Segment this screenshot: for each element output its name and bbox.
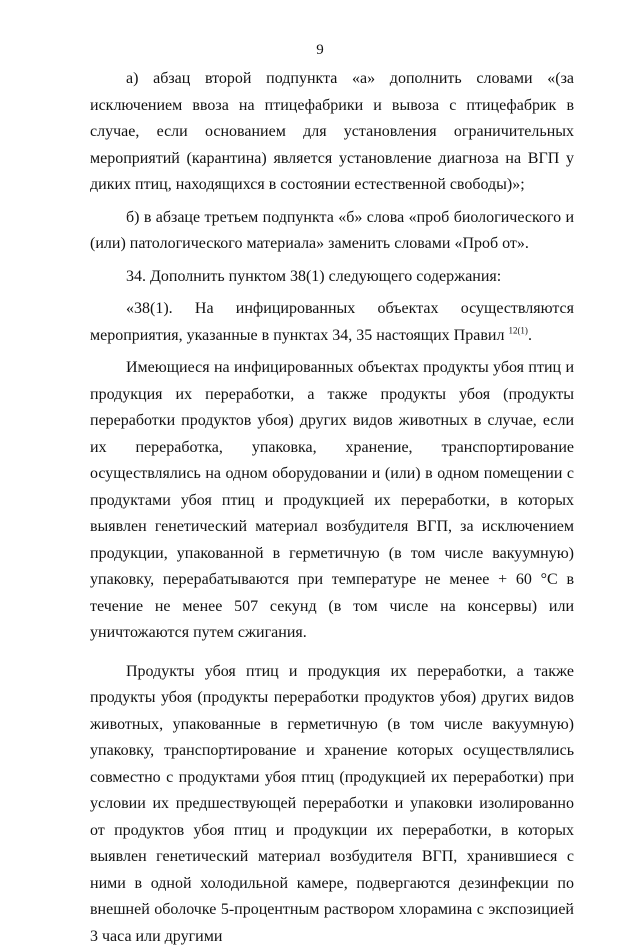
paragraph-amendment-a: а) абзац второй подпункта «а» дополнить словами «(за исключением ввоза на птицефабрики и вывоза с птицефабрик в случае, если основанием для установления ограничительных мероприятий (карантина) является установление диагноза на ВГП у диких птиц, находящихся в состоянии естественной свободы)»; xyxy=(90,66,574,199)
paragraph-infected-products: Имеющиеся на инфицированных объектах продукты убоя птиц и продукция их переработки, а также продукты убоя (продукты переработки продуктов убоя) других видов животных в случае, если их переработка, упаковка, хранение, транспортирование осуществлялись на одном оборудовании и (или) в одном помещении с продуктами убоя птиц и продукцией их переработки, в которых выявлен генетический материал возбудителя ВГП, за исключением продукции, упакованной в герметичную (в том числе вакуумную) упаковку, перерабатываются при температуре не менее + 60 °С в течение не менее 507 секунд (в том числе на консервы) или уничтожаются путем сжигания. xyxy=(90,355,574,647)
paragraph-item-38-1-text: «38(1). На инфицированных объектах осуществляются мероприятия, указанные в пунктах 34, 35 настоящих Правил xyxy=(90,300,574,344)
document-body xyxy=(90,66,574,950)
paragraph-item-38-1-tail: . xyxy=(528,327,532,344)
paragraph-packaged-products: Продукты убоя птиц и продукция их переработки, а также продукты убоя (продукты переработки продуктов убоя) других видов животных, упакованные в герметичную (в том числе вакуумную) упаковку, транспортирование и хранение которых осуществлялись совместно с продуктами убоя птиц (продукцией их переработки) при условии их предшествующей переработки и упаковки изолированно от продуктов убоя птиц и продукции их переработки, в которых выявлен генетический материал возбудителя ВГП, хранившиеся с ними в одной холодильной камере, подвергаются дезинфекции по внешней оболочке 5-процентным раствором хлорамина с экспозицией 3 часа или другими xyxy=(90,659,574,950)
paragraph-item-38-1 xyxy=(90,296,574,349)
footnote-reference: 12(1) xyxy=(508,325,528,335)
paragraph-amendment-b: б) в абзаце третьем подпункта «б» слова «проб биологического и (или) патологического материала» заменить словами «Проб от». xyxy=(90,205,574,258)
page-number: 9 xyxy=(0,42,640,59)
paragraph-item-34: 34. Дополнить пунктом 38(1) следующего содержания: xyxy=(90,264,574,291)
